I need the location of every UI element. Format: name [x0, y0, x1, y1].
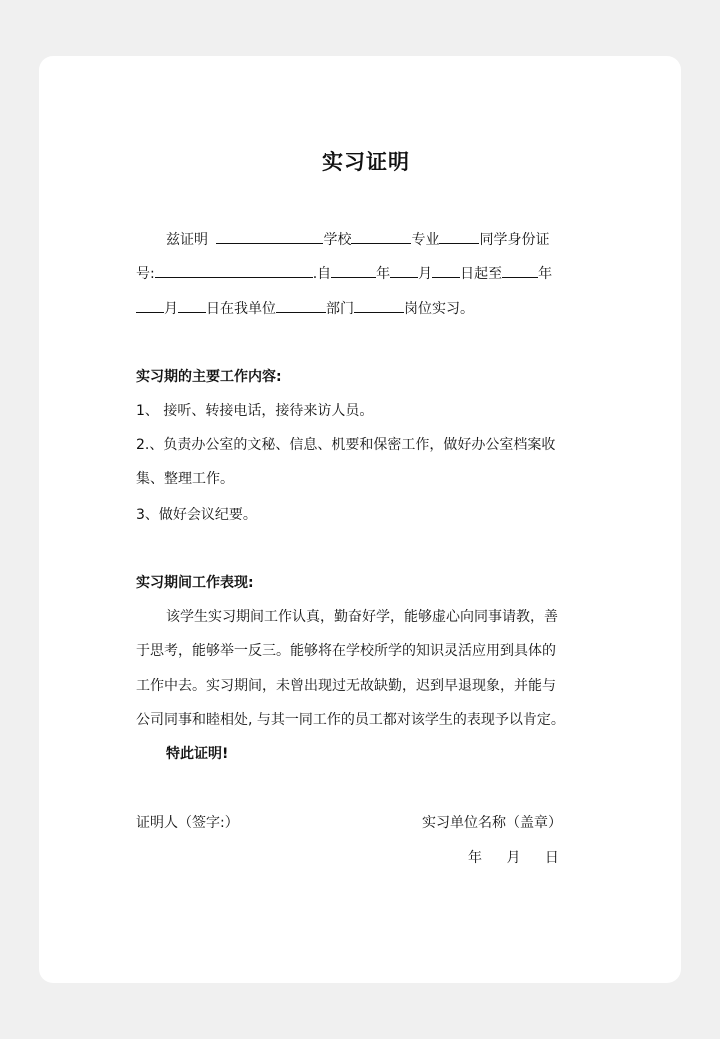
- duty-item-2-line-1: 2.、负责办公室的文秘、信息、机要和保密工作，做好办公室档案收: [136, 437, 556, 453]
- start-month-blank: [390, 263, 418, 278]
- id-number-blank: [155, 263, 313, 278]
- date-line: [468, 848, 559, 868]
- date-year: 年: [468, 850, 482, 866]
- document-page: [39, 56, 681, 983]
- performance-line-4: 公司同事和睦相处, 与其一同工作的员工都对该学生的表现予以肯定。: [136, 712, 565, 728]
- duty-item-3: 3、做好会议纪要。: [136, 507, 257, 523]
- certifier-signature-label: 证明人（签字:）: [136, 815, 239, 831]
- duties-heading: 实习期的主要工作内容:: [136, 369, 282, 385]
- major-blank: [351, 229, 411, 244]
- date-day: 日: [544, 850, 559, 866]
- intro-line-1: 兹证明 学校 专业 同学身份证: [136, 229, 549, 250]
- closing-statement: 特此证明!: [166, 746, 229, 762]
- performance-line-1: 该学生实习期间工作认真，勤奋好学，能够虚心向同事请教，善: [166, 609, 558, 625]
- performance-heading: 实习期间工作表现:: [136, 575, 254, 591]
- end-day-blank: [178, 298, 206, 313]
- date-month: 月: [506, 850, 521, 866]
- document-title: 实习证明: [322, 150, 410, 174]
- performance-line-2: 于思考，能够举一反三。能够将在学校所学的知识灵活应用到具体的: [136, 643, 556, 659]
- start-year-blank: [331, 263, 376, 278]
- school-blank: [216, 229, 323, 244]
- start-day-blank: [432, 263, 460, 278]
- end-month-blank: [136, 298, 164, 313]
- unit-seal-label: 实习单位名称（盖章）: [422, 815, 562, 831]
- duty-item-2-line-2: 集、整理工作。: [136, 471, 234, 487]
- department-blank: [276, 298, 326, 313]
- duty-item-1: 1、 接听、转接电话，接待来访人员。: [136, 403, 374, 419]
- end-year-blank: [502, 263, 538, 278]
- performance-line-3: 工作中去。实习期间，未曾出现过无故缺勤，迟到早退现象，并能与: [136, 678, 556, 694]
- intro-line-3: 月 日在我单位 部门 岗位实习。: [136, 298, 474, 319]
- position-blank: [354, 298, 404, 313]
- intro-line-2: 号: .自 年 月 日起至 年: [136, 263, 552, 284]
- student-blank: [439, 229, 479, 244]
